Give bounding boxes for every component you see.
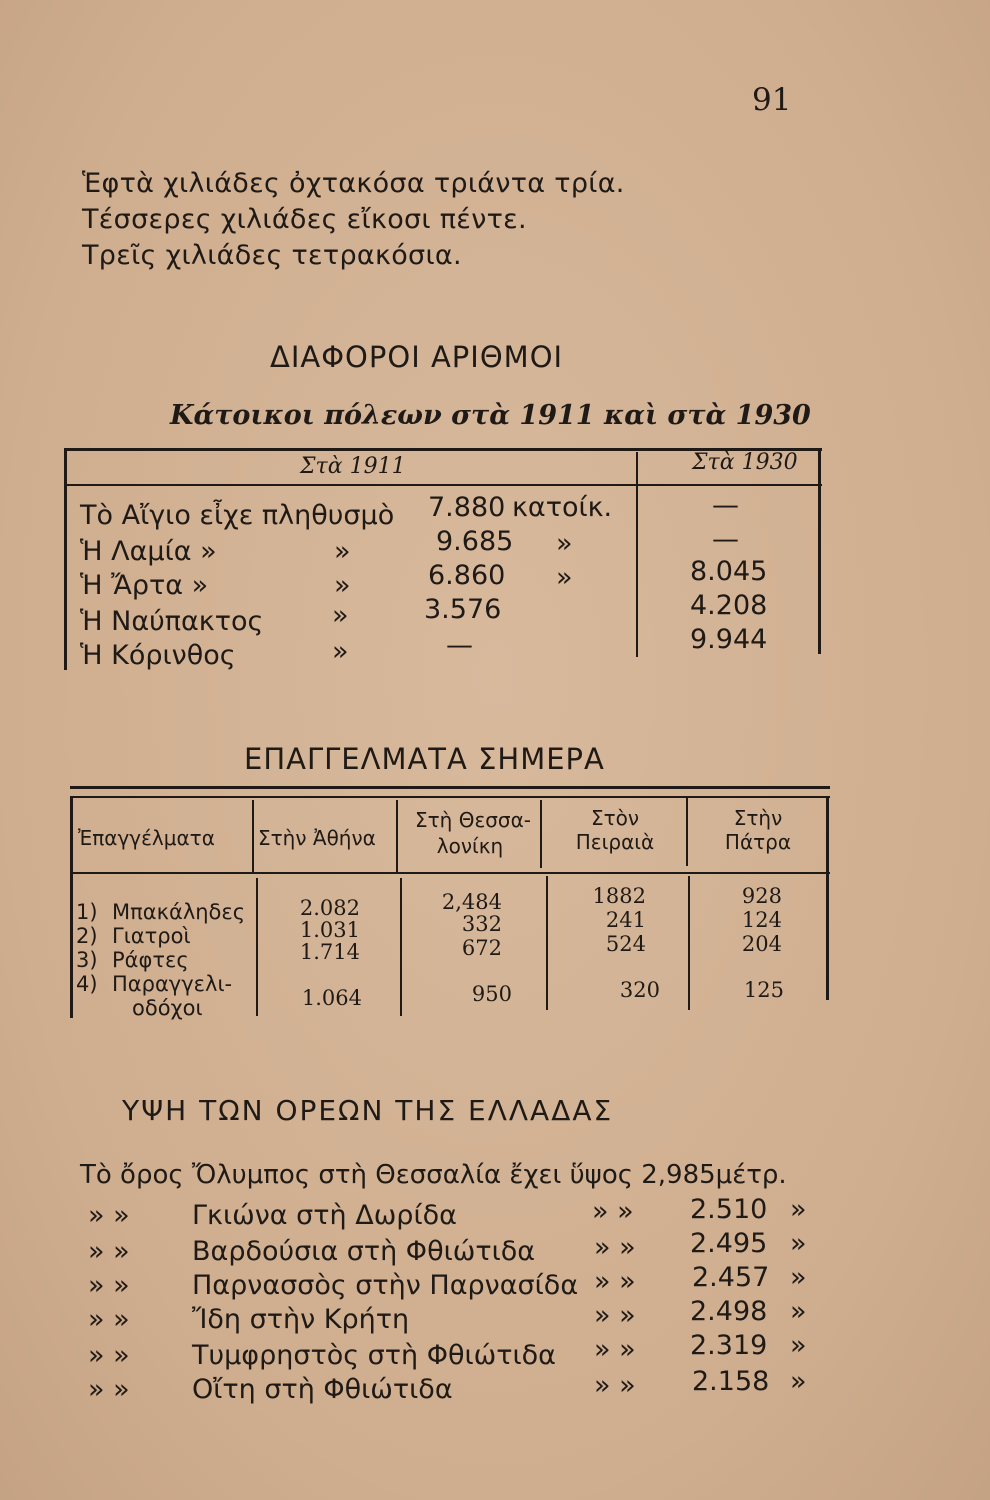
population-1911: —: [446, 630, 473, 661]
mountain-height: 2.510: [690, 1194, 768, 1225]
city-label: Τὸ Αἴγιο εἶχε πληθυσμὸ: [80, 500, 395, 531]
column-header-thessaloniki: λονίκη: [436, 834, 504, 858]
count-thessaloniki: 672: [461, 936, 502, 960]
mountain-height: 2.158: [692, 1366, 770, 1397]
section-heading-professions: ΕΠΑΓΓΕΛΜΑΤΑ ΣΗΜΕΡΑ: [244, 742, 605, 776]
unit-ditto: »: [790, 1194, 807, 1225]
ditto-prefix: » »: [88, 1374, 130, 1405]
population-1930: 8.045: [690, 556, 768, 587]
row-number: 3): [76, 948, 98, 972]
column-header-athens: Στὴν Ἀθήνα: [258, 826, 376, 850]
page-number: 91: [752, 82, 792, 118]
unit-label: κατοίκ.: [512, 492, 613, 523]
column-header-thessaloniki: Στὴ Θεσσα-: [414, 808, 531, 832]
unit-ditto: »: [790, 1330, 807, 1361]
count-athens: 1.064: [301, 986, 362, 1010]
mountain-height: 2.495: [690, 1228, 768, 1259]
ditto-mark: » »: [594, 1232, 636, 1263]
count-patra: 124: [741, 908, 782, 932]
mountain-name: Βαρδούσια στὴ Φθιώτιδα: [192, 1236, 536, 1267]
row-number: 1): [76, 900, 98, 924]
count-piraeus: 241: [605, 908, 646, 932]
row-number: 4): [76, 972, 98, 996]
population-1911: 9.685: [436, 526, 514, 557]
ditto-mark: »: [334, 536, 351, 567]
mountain-height: 2.498: [690, 1296, 768, 1327]
ditto-mark: »: [332, 636, 349, 667]
ditto-prefix: » »: [88, 1200, 130, 1231]
mountain-line-olympus: Τὸ ὄρος Ὄλυμπος στὴ Θεσσαλία ἔχει ὕψος 2,985μέτρ.: [80, 1160, 787, 1190]
unit-ditto: »: [790, 1366, 807, 1397]
city-label: Ἡ Λαμία »: [80, 536, 217, 567]
population-1911: 7.880: [428, 492, 506, 523]
count-athens: 2.082: [299, 896, 360, 920]
mountain-name: Γκιώνα στὴ Δωρίδα: [192, 1200, 457, 1231]
column-header-piraeus: Στὸν: [590, 806, 640, 830]
city-label: Ἡ Ναύπακτος: [80, 606, 264, 637]
unit-ditto: »: [790, 1296, 807, 1327]
ditto-mark: » »: [594, 1334, 636, 1365]
count-patra: 928: [741, 884, 782, 908]
count-patra: 204: [741, 932, 782, 956]
column-header-patra: Πάτρα: [724, 830, 792, 854]
number-words-line: Τέσσερες χιλιάδες εἴκοσι πέντε.: [82, 204, 527, 235]
population-1930: —: [712, 490, 739, 521]
profession-name: Παραγγελι-: [112, 972, 233, 996]
ditto-prefix: » »: [88, 1304, 130, 1335]
ditto-mark: »: [334, 570, 351, 601]
city-label: Ἡ Ἄρτα »: [80, 570, 209, 601]
count-thessaloniki: 332: [461, 912, 502, 936]
unit-ditto: »: [790, 1262, 807, 1293]
ditto-prefix: » »: [88, 1340, 130, 1371]
count-patra: 125: [743, 978, 784, 1002]
profession-name-continued: οδόχοι: [132, 996, 203, 1020]
column-header-patra: Στὴν: [733, 806, 783, 830]
column-header-1911: Στὰ 1911: [300, 454, 406, 479]
count-athens: 1.031: [299, 918, 360, 942]
mountain-height: 2.319: [690, 1330, 768, 1361]
number-words-line: Τρεῖς χιλιάδες τετρακόσια.: [82, 240, 462, 271]
unit-label: »: [556, 562, 573, 593]
count-athens: 1.714: [299, 940, 360, 964]
number-words-line: Ἑφτὰ χιλιάδες ὀχτακόσα τριάντα τρία.: [82, 168, 625, 199]
ditto-mark: » »: [592, 1196, 634, 1227]
mountain-name: Οἴτη στὴ Φθιώτιδα: [192, 1374, 453, 1405]
population-1930: 9.944: [690, 624, 768, 655]
population-1911: 3.576: [424, 594, 502, 625]
ditto-mark: » »: [594, 1370, 636, 1401]
profession-name: Ράφτες: [112, 948, 189, 972]
column-header-piraeus: Πειραιὰ: [575, 830, 655, 854]
mountain-height: 2.457: [692, 1262, 770, 1293]
row-number: 2): [76, 924, 98, 948]
count-piraeus: 1882: [592, 884, 646, 908]
ditto-mark: » »: [594, 1266, 636, 1297]
unit-label: »: [556, 528, 573, 559]
section-heading-mountains: ΥΨΗ ΤΩΝ ΟΡΕΩΝ ΤΗΣ ΕΛΛΑΔΑΣ: [122, 1094, 614, 1127]
column-header-profession: Ἐπαγγέλματα: [78, 826, 215, 850]
city-label: Ἡ Κόρινθος: [80, 640, 236, 671]
ditto-prefix: » »: [88, 1236, 130, 1267]
ditto-prefix: » »: [88, 1270, 130, 1301]
profession-name: Γιατροὶ: [112, 924, 191, 948]
mountain-name: Ἴδη στὴν Κρήτη: [192, 1304, 410, 1335]
population-1911: 6.860: [428, 560, 506, 591]
count-thessaloniki: 2,484: [441, 890, 502, 914]
unit-ditto: »: [790, 1228, 807, 1259]
count-piraeus: 320: [619, 978, 660, 1002]
profession-name: Μπακάληδες: [112, 900, 246, 924]
ditto-mark: »: [332, 600, 349, 631]
count-thessaloniki: 950: [471, 982, 512, 1006]
population-1930: 4.208: [690, 590, 768, 621]
mountain-name: Παρνασσὸς στὴν Παρνασίδα: [192, 1270, 579, 1301]
population-1930: —: [712, 524, 739, 555]
ditto-mark: » »: [594, 1300, 636, 1331]
table-subheading-population: Κάτοικοι πόλεων στὰ 1911 καὶ στὰ 1930: [170, 400, 811, 431]
mountain-name: Τυμφρηστὸς στὴ Φθιώτιδα: [192, 1340, 556, 1371]
column-header-1930: Στὰ 1930: [692, 450, 798, 475]
count-piraeus: 524: [605, 932, 646, 956]
section-heading-various-numbers: ΔΙΑΦΟΡΟΙ ΑΡΙΘΜΟΙ: [270, 340, 564, 374]
